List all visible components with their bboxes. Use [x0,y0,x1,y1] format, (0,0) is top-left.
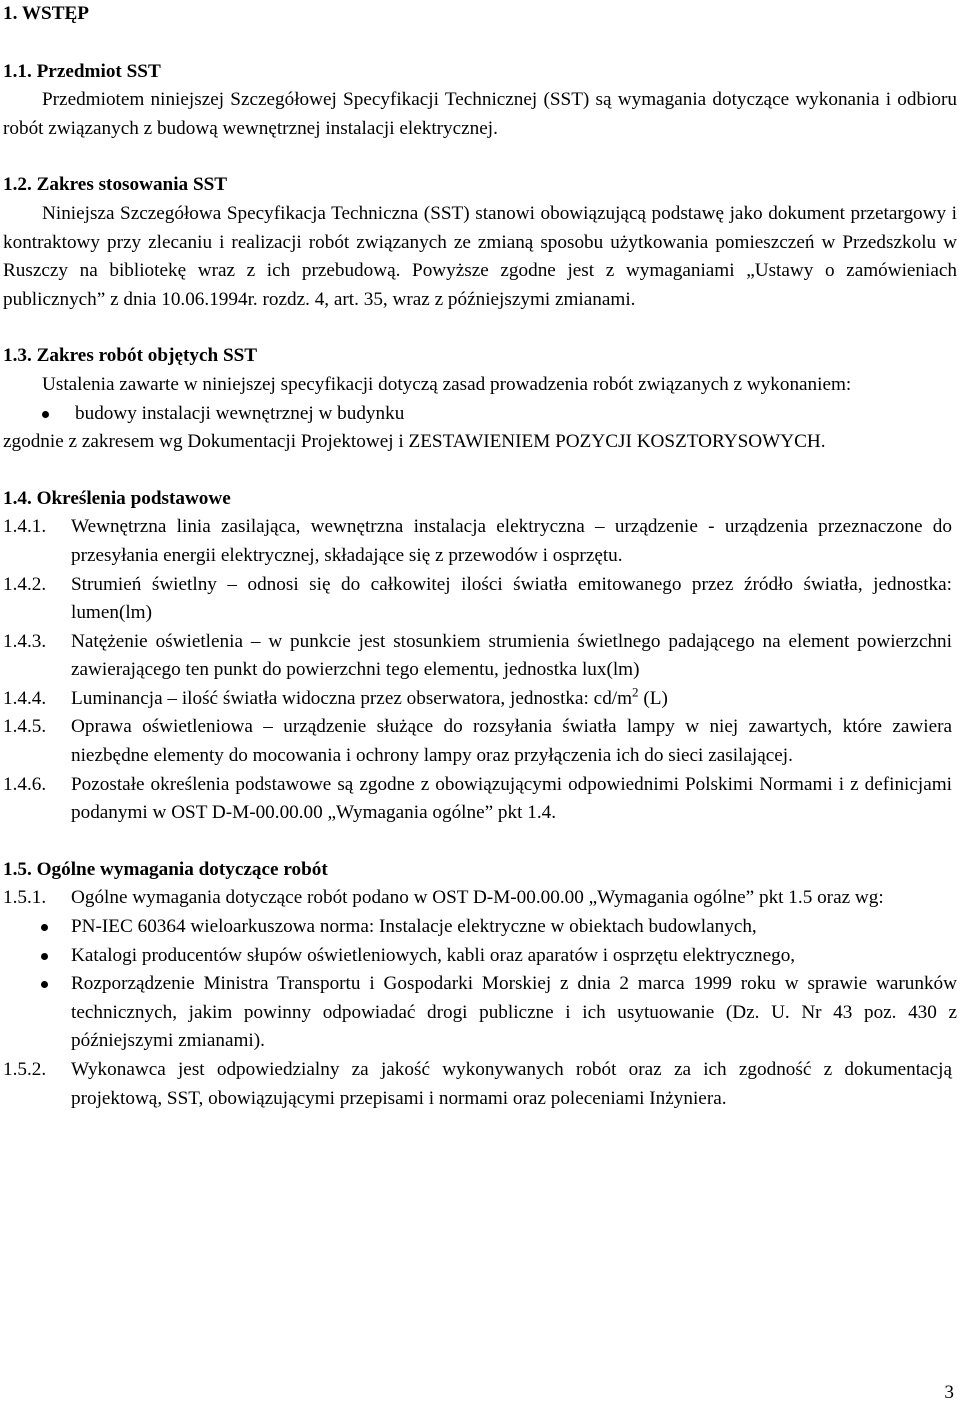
section-1-5-title: 1.5. Ogólne wymagania dotyczące robót [3,858,328,880]
section-1-3-intro: Ustalenia zawarte w niniejszej specyfikacji dotyczą zasad prowadzenia robót związanych z wykonaniem: [42,373,852,395]
main-heading: 1. WSTĘP [3,3,90,24]
section-1-4-title: 1.4. Określenia podstawowe [3,487,231,509]
section-1-5-bullets [3,913,957,1056]
definition-item: 1.4.6. Pozostałe określenia podstawowe są zgodne z obowiązującymi odpowiednimi Polskimi Normami i z definicjami podanymi w OST D-M-00.00.00 „Wymagania ogólne” pkt 1.4. [3,773,952,824]
section-1-2-title: 1.2. Zakres stosowania SST [3,174,228,196]
requirement-item: 1.5.2. Wykonawca jest odpowiedzialny za jakość wykonywanych robót oraz za ich zgodność z dokumentacją projektową, SST, obowiązującymi przepisami i normami oraz poleceniami Inżyniera. [3,1059,952,1109]
page-number: 3 [944,1382,954,1403]
list-item: PN-IEC 60364 wieloarkuszowa norma: Instalacje elektryczne w obiektach budowlanych, [3,913,957,942]
definition-item: 1.4.4. Luminancja – ilość światła widoczna przez obserwatora, jednostka: $cd/m^2$ (L) [3,684,668,709]
definition-item: 1.4.3. Natężenie oświetlenia – w punkcie jest stosunkiem strumienia świetlnego padającego na element powierzchni zawierającego ten punkt do powierzchni tego elementu, jednostka lux(lm) [3,630,952,681]
list-item: Katalogi producentów słupów oświetleniowych, kabli oraz aparatów i osprzętu elektrycznego, [3,942,957,971]
section-1-3-outro: zgodnie z zakresem wg Dokumentacji Projektowej i ZESTAWIENIEM POZYCJI KOSZTORYSOWYCH. [3,431,826,453]
section-1-2-text: Niniejsza Szczegółowa Specyfikacja Techniczna (SST) stanowi obowiązującą podstawę jako dokument przetargowy i kontraktowy przy zlecaniu i realizacji robót związanych ze zmianą sposobu użytkowania pomieszczeń w Przedszkolu w Ruszczy na bibliotekę wraz z ich przebudową. Powyższe zgodne jest z wymaganiami „Ustawy o zamówieniach publicznych” z dnia 10.06.1994r. rozdz. 4, art. 35, wraz z późniejszymi zmianami. [3,202,957,310]
definition-item: 1.4.5. Oprawa oświetleniowa – urządzenie służące do rozsyłania światła lampy w niej zawartych, które zawiera niezbędne elementy do mocowania i ochrony lampy oraz przyłączenia ich do sieci zasilającej. [3,716,952,767]
list-item: budowy instalacji wewnętrznej w budynku [3,400,957,429]
definitions-list [3,513,957,828]
definition-item: 1.4.1. Wewnętrzna linia zasilająca, wewnętrzna instalacja elektryczna – urządzenie - urządzenia przeznaczone do przesyłania energii elektrycznej, składające się z przewodów i osprzętu. [3,516,952,566]
section-1-3-title: 1.3. Zakres robót objętych SST [3,345,258,367]
section-1-1-title: 1.1. Przedmiot SST [3,60,161,82]
list-item: Rozporządzenie Ministra Transportu i Gospodarki Morskiej z dnia 2 marca 1999 roku w sprawie warunków technicznych, jakim powinny odpowiadać drogi publiczne i ich usytuowanie (Dz. U. Nr 43 poz. 430 z późniejszymi zmianami). [3,970,957,1056]
definition-item: 1.4.2. Strumień świetlny – odnosi się do całkowitej ilości światła emitowanego przez źródło światła, jednostka: lumen(lm) [3,573,952,624]
section-1-1-text: Przedmiotem niniejszej Szczegółowej Specyfikacji Technicznej (SST) są wymagania dotyczące wykonania i odbioru robót związanych z budową wewnętrznej instalacji elektrycznej. [3,89,957,139]
requirement-item: 1.5.1. Ogólne wymagania dotyczące robót podano w OST D-M-00.00.00 „Wymagania ogólne” pkt 1.5 oraz wg: [3,887,884,909]
section-1-3-bullets [3,400,957,429]
